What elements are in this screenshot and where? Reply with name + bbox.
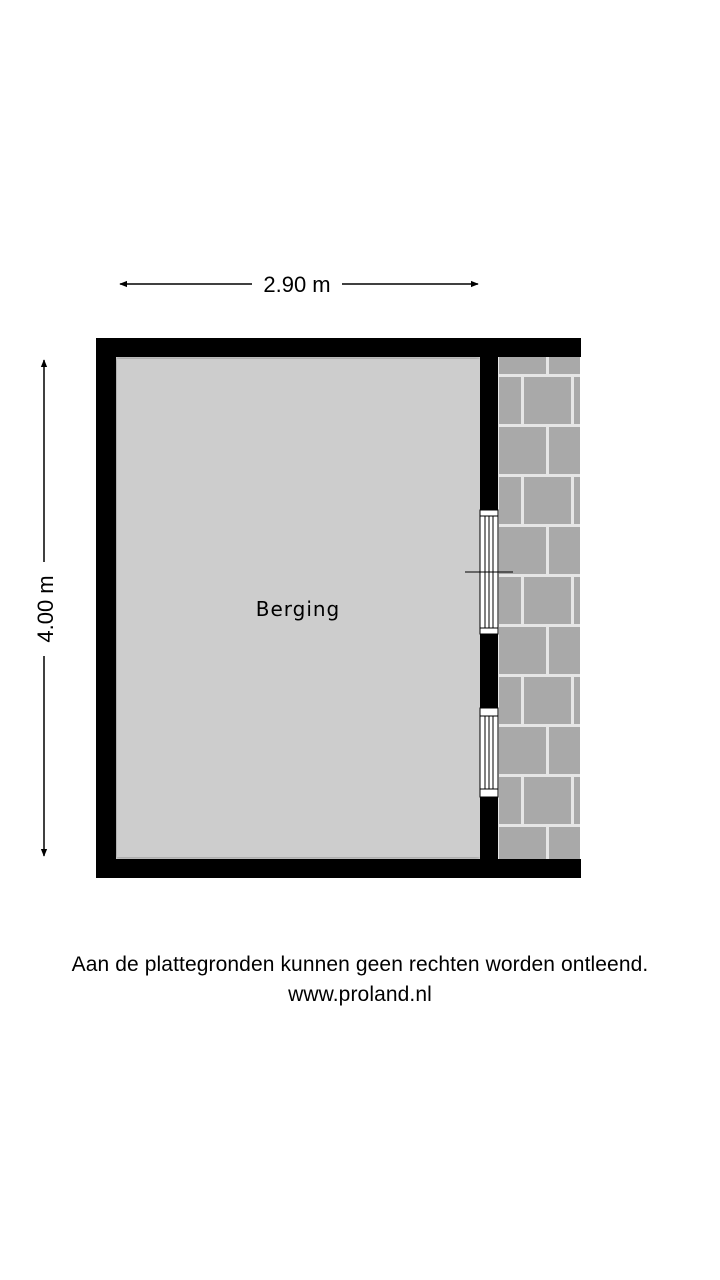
room [114,356,482,860]
paving-tile [574,677,580,724]
paving-tile [499,727,546,774]
disclaimer-text: Aan de plattegronden kunnen geen rechten worden ontleend. [71,953,649,976]
room-label: Berging [255,597,341,621]
paving-tile [549,827,580,860]
paving-tile [499,527,546,574]
paving-tile [524,777,571,824]
paving-tile [524,377,571,424]
height-dimension [33,360,58,856]
paving-tile [549,727,580,774]
paving-tile [524,677,571,724]
paving-tile [499,577,521,624]
paving-tile [574,477,580,524]
width-dimension-label: 2.90 m [263,272,331,297]
paving-tile [499,827,546,860]
paving-tile [499,357,546,374]
wall-right-middle [480,634,498,708]
paving-tile [499,427,546,474]
paving-tile [499,627,546,674]
window-lower [480,708,498,797]
paving-tile [499,677,521,724]
wall-top [96,338,581,357]
paving-area [498,356,580,860]
paving-tile [574,377,580,424]
paving-tile [524,577,571,624]
wall-bottom [96,859,581,878]
paving-tile [499,377,521,424]
paving-tile [499,777,521,824]
width-dimension [120,272,478,297]
wall-right-lower [480,797,498,878]
paving-tile [499,477,521,524]
paving-tile [549,527,580,574]
paving-tile [549,627,580,674]
wall-left [96,338,116,878]
paving-tile [549,357,580,374]
paving-tile [549,427,580,474]
height-dimension-label: 4.00 m [33,575,58,643]
paving-tile [524,477,571,524]
paving-tile [574,577,580,624]
website-text: www.proland.nl [288,983,432,1006]
paving-tile [574,777,580,824]
wall-right-upper [480,338,498,510]
